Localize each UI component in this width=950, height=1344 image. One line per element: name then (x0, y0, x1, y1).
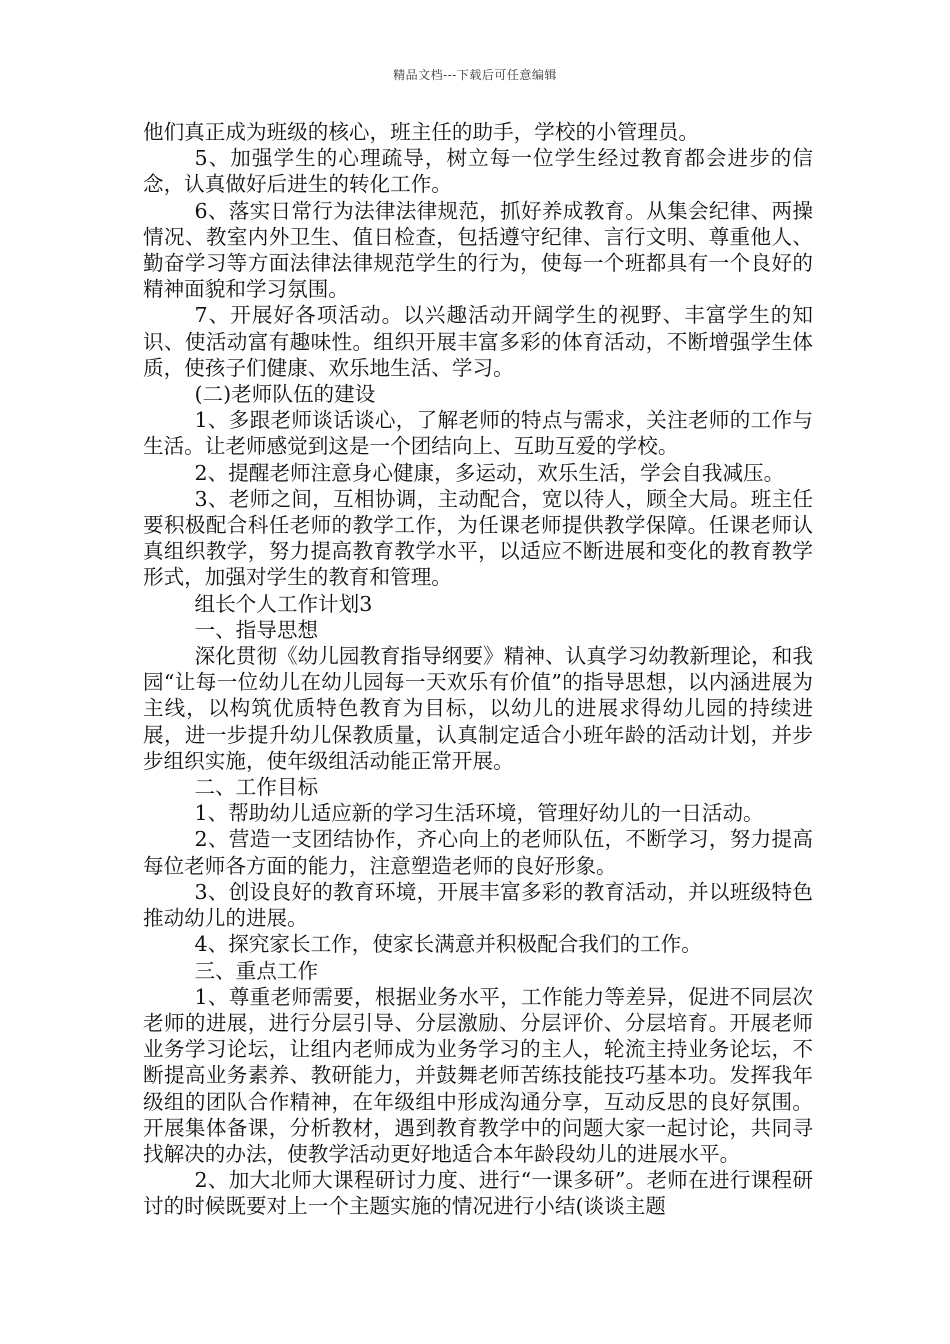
document-body (143, 119, 813, 1220)
paragraph: 2、提醒老师注意身心健康，多运动，欢乐生活，学会自我减压。 (194, 460, 785, 485)
paragraph: 4、探究家长工作，使家长满意并积极配合我们的工作。 (194, 932, 702, 957)
paragraph: 深化贯彻《幼儿园教育指导纲要》精神、认真学习幼教新理论，和我园“让每一位幼儿在幼儿园每一天欢乐有价值”的指导思想，以内涵进展为主线，以构筑优质特色教育为目标，以幼儿的进展求得幼儿园的持续进展，进一步提升幼儿保教质量，认真制定适合小班年龄的活动计划，并步步组织实施，使年级组活动能正常开展。 (143, 644, 813, 773)
paragraph: 1、尊重老师需要，根据业务水平，工作能力等差异，促进不同层次老师的进展，进行分层引导、分层激励、分层评价、分层培育。开展老师业务学习论坛，让组内老师成为业务学习的主人，轮流主持业务论坛，不断提高业务素养、教研能力，并鼓舞老师苦练技能技巧基本功。发挥我年级组的团队合作精神，在年级组中形成沟通分享，互动反思的良好氛围。开展集体备课，分析教材，遇到教育教学中的问题大家一起讨论，共同寻找解决的办法，使教学活动更好地适合本年龄段幼儿的进展水平。 (143, 984, 813, 1166)
paragraph: 组长个人工作计划3 (194, 591, 373, 616)
paragraph: 一、指导思想 (194, 617, 319, 642)
paragraph: 1、帮助幼儿适应新的学习生活环境，管理好幼儿的一日活动。 (194, 801, 764, 826)
paragraph: 7、开展好各项活动。以兴趣活动开阔学生的视野、丰富学生的知识、使活动富有趣味性。组织开展丰富多彩的体育活动，不断增强学生体质，使孩子们健康、欢乐地生活、学习。 (143, 303, 813, 380)
paragraph: 1、多跟老师谈话谈心，了解老师的特点与需求，关注老师的工作与生活。让老师感觉到这是一个团结向上、互助互爱的学校。 (143, 408, 813, 459)
paragraph: 3、老师之间，互相协调，主动配合，宽以待人，顾全大局。班主任要积极配合科任老师的教学工作，为任课老师提供教学保障。任课老师认真组织教学，努力提高教育教学水平，以适应不断进展和变化的教育教学形式，加强对学生的教育和管理。 (143, 486, 813, 590)
paragraph: 三、重点工作 (194, 958, 319, 983)
paragraph: 6、落实日常行为法律法律规范，抓好养成教育。从集会纪律、两操情况、教室内外卫生、值日检查，包括遵守纪律、言行文明、尊重他人、勤奋学习等方面法律法律规范学生的行为，使每一个班都具有一个良好的精神面貌和学习氛围。 (143, 198, 813, 302)
paragraph: 3、创设良好的教育环境，开展丰富多彩的教育活动，并以班级特色推动幼儿的进展。 (143, 879, 813, 931)
paragraph: 2、加大北师大课程研讨力度、进行“一课多研”。老师在进行课程研讨的时候既要对上一个主题实施的情况进行小结(谈谈主题 (143, 1168, 813, 1219)
paragraph: 5、加强学生的心理疏导，树立每一位学生经过教育都会进步的信念，认真做好后进生的转化工作。 (143, 146, 813, 197)
paragraph: 2、营造一支团结协作，齐心向上的老师队伍，不断学习，努力提高每位老师各方面的能力，注意塑造老师的良好形象。 (143, 827, 813, 878)
paragraph: (二)老师队伍的建设 (194, 382, 376, 407)
page-header: 精品文档---下载后可任意编辑 (393, 68, 557, 82)
paragraph: 他们真正成为班级的核心，班主任的助手，学校的小管理员。 (143, 120, 700, 144)
paragraph: 二、工作目标 (194, 775, 319, 800)
